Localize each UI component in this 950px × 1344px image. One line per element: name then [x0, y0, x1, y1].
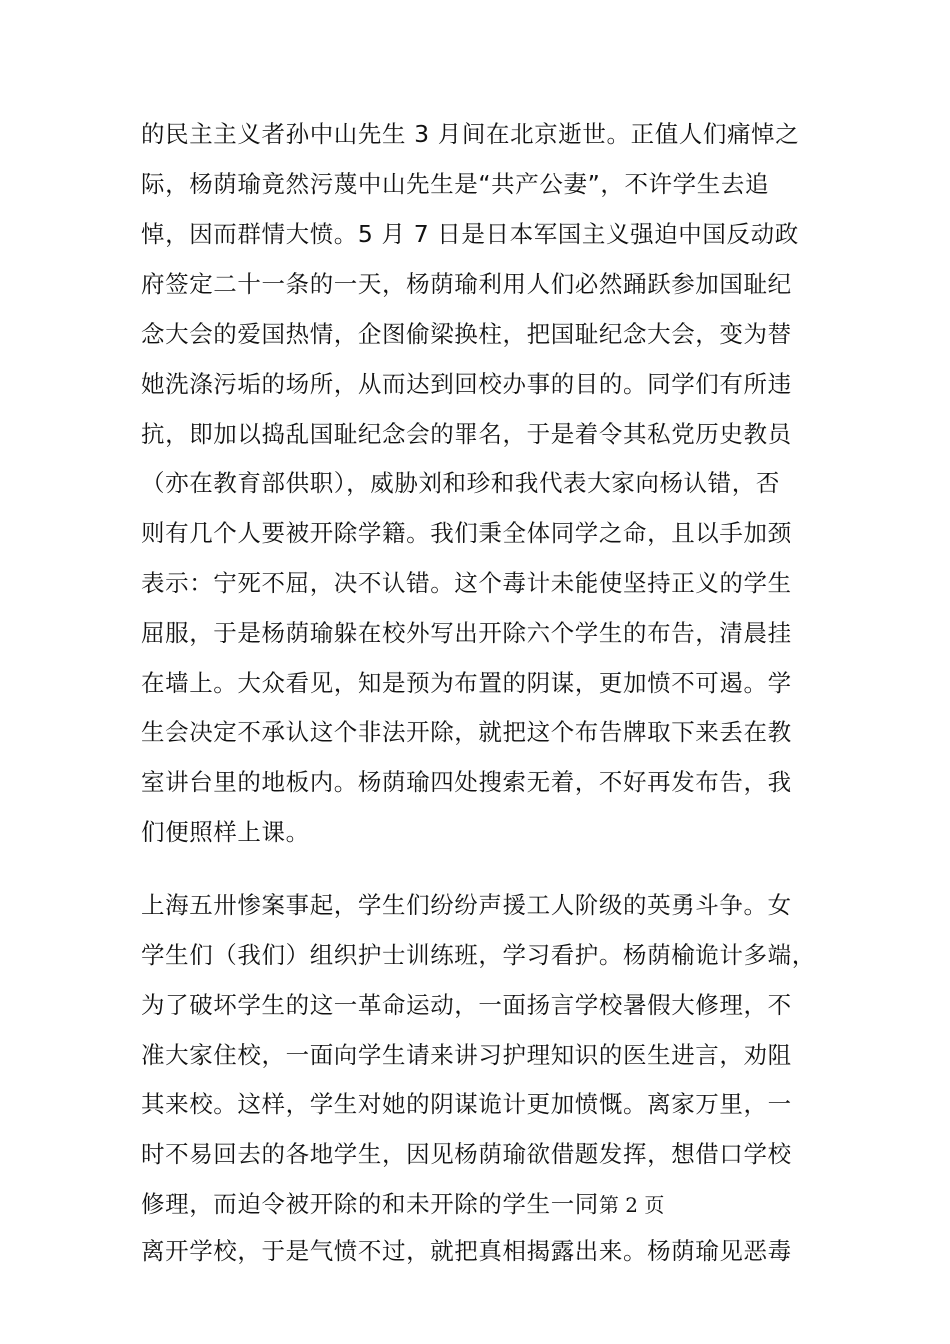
text-line: 准大家住校，一面向学生请来讲习护理知识的医生进言，劝阻	[141, 1041, 792, 1069]
text-line: 她洗涤污垢的场所，从而达到回校办事的目的。同学们有所违	[141, 370, 792, 398]
text-line: 悼，因而群情大愤。5 月 7 日是日本军国主义强迫中国反动政	[141, 220, 799, 248]
text-line: 抗，即加以捣乱国耻纪念会的罪名，于是着令其私党历史教员	[141, 420, 792, 448]
text-line: 学生们（我们）组织护士训练班，学习看护。杨荫榆诡计多端，	[141, 941, 816, 969]
text-line: 际，杨荫瑜竟然污蔑中山先生是“共产公妻”，不许学生去追	[141, 170, 770, 198]
text-line: 们便照样上课。	[141, 818, 310, 846]
page-number: 第 2 页	[598, 1193, 665, 1217]
text-line: 在墙上。大众看见，知是预为布置的阴谋，更加愤不可遏。学	[141, 669, 792, 697]
text-line	[141, 1188, 664, 1221]
text-line: 府签定二十一条的一天，杨荫瑜利用人们必然踊跃参加国耻纪	[141, 270, 792, 298]
text-line: 为了破坏学生的这一革命运动，一面扬言学校暑假大修理，不	[141, 991, 792, 1019]
text-line: 上海五卅惨案事起，学生们纷纷声援工人阶级的英勇斗争。女	[141, 891, 792, 919]
text-line: 则有几个人要被开除学籍。我们秉全体同学之命，且以手加颈	[141, 519, 792, 547]
text-line: 离开学校，于是气愤不过，就把真相揭露出来。杨荫瑜见恶毒	[141, 1237, 792, 1265]
text-line: 时不易回去的各地学生，因见杨荫瑜欲借题发挥，想借口学校	[141, 1140, 792, 1168]
text-line: 表示：宁死不屈，决不认错。这个毒计未能使坚持正义的学生	[141, 569, 792, 597]
text-line: （亦在教育部供职），威胁刘和珍和我代表大家向杨认错，否	[141, 469, 780, 497]
text-line: 屈服，于是杨荫瑜躲在校外写出开除六个学生的布告，清晨挂	[141, 619, 792, 647]
text-line: 其来校。这样，学生对她的阴谋诡计更加愤慨。离家万里，一	[141, 1090, 792, 1118]
text-line: 生会决定不承认这个非法开除，就把这个布告牌取下来丢在教	[141, 718, 792, 746]
text-line: 念大会的爱国热情，企图偷梁换柱，把国耻纪念大会，变为替	[141, 320, 792, 348]
text-line: 室讲台里的地板内。杨荫瑜四处搜索无着，不好再发布告，我	[141, 768, 792, 796]
text-line: 的民主主义者孙中山先生 3 月间在北京逝世。正值人们痛悼之	[141, 120, 800, 148]
text-fragment: 修理，而迫令被开除的和未开除的学生一同	[141, 1190, 599, 1218]
